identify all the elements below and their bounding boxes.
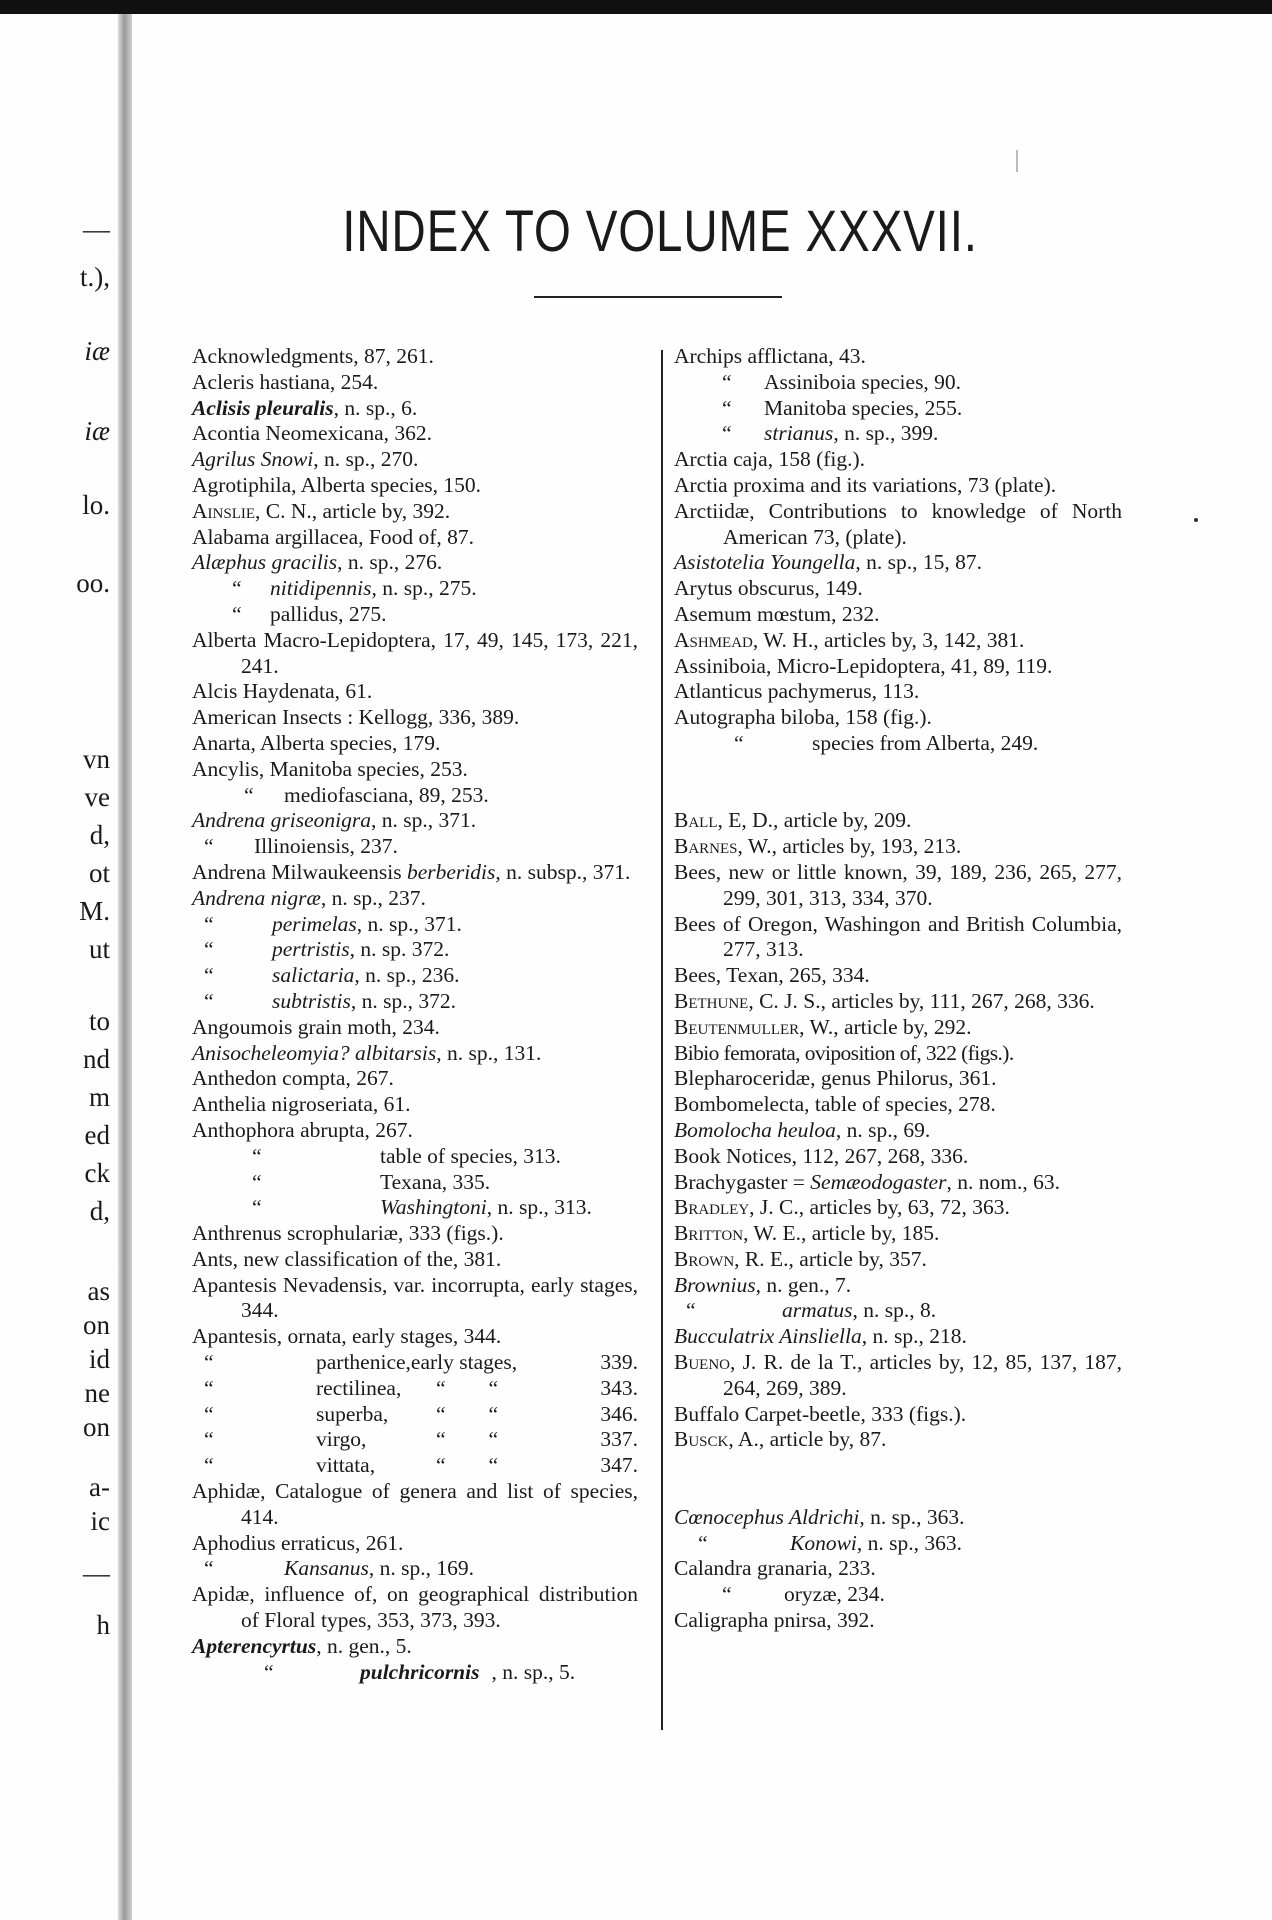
prev-page-fragment: lo. — [82, 490, 110, 520]
index-subentry: “ superba, “ “ 346. — [192, 1402, 638, 1428]
index-entry: Beutenmuller, W., article by, 292. — [674, 1014, 972, 1039]
scan-artifact — [1194, 518, 1198, 522]
index-entry: Bucculatrix Ainsliella, n. sp., 218. — [674, 1324, 967, 1349]
index-entry: Angoumois grain moth, 234. — [192, 1014, 440, 1039]
index-entry: Bees, Texan, 265, 334. — [674, 963, 870, 988]
ditto-mark: “ — [204, 1375, 214, 1400]
section-gap — [674, 1479, 1122, 1505]
index-entry: Bethune, C. J. S., articles by, 111, 267, 268, 336. — [674, 988, 1095, 1013]
index-entry: Alæphus gracilis, n. sp., 276. — [192, 550, 443, 575]
prev-page-fragment: t.), — [80, 262, 110, 292]
index-entry: Britton, W. E., article by, 185. — [674, 1221, 940, 1246]
index-entry: Asistotelia Youngella, n. sp., 15, 87. — [674, 550, 982, 575]
ditto-mark: “ — [722, 421, 732, 446]
ditto-mark: “ — [232, 576, 242, 601]
section-gap — [674, 783, 1122, 809]
index-subentry: “ salictaria, n. sp., 236. — [192, 963, 638, 989]
index-entry: Caligrapha pnirsa, 392. — [674, 1608, 875, 1633]
index-entry: Ants, new classification of the, 381. — [192, 1246, 502, 1271]
prev-page-fragment: ic — [90, 1506, 110, 1536]
index-subentry: “ Texana, 335. — [192, 1170, 638, 1196]
prev-page-fragment: ot — [88, 858, 110, 888]
index-entry: Assiniboia, Micro-Lepidoptera, 41, 89, 119. — [674, 653, 1053, 678]
index-entry: Brown, R. E., article by, 357. — [674, 1246, 927, 1271]
index-entry: Bees of Oregon, Washingon and British Columbia, 277, 313. — [674, 911, 1122, 962]
prev-page-fragment: nd — [83, 1044, 110, 1074]
index-column-left — [192, 344, 638, 1685]
index-entry: Anthedon compta, 267. — [192, 1066, 394, 1091]
ditto-mark: “ — [252, 1169, 262, 1194]
index-entry: Ancylis, Manitoba species, 253. — [192, 756, 468, 781]
ditto-mark: “ — [722, 1582, 732, 1607]
index-entry: Agrotiphila, Alberta species, 150. — [192, 472, 481, 497]
ditto-mark: “ — [204, 937, 214, 962]
title-divider-rule — [534, 296, 782, 298]
prev-page-fragment: ne — [84, 1378, 110, 1408]
index-column-right — [674, 344, 1122, 1634]
index-entry: Anarta, Alberta species, 179. — [192, 730, 441, 755]
index-entry: Autographa biloba, 158 (fig.). — [674, 705, 932, 730]
index-entry: Ainslie, C. N., article by, 392. — [192, 498, 451, 523]
index-entry: Buffalo Carpet-beetle, 333 (figs.). — [674, 1401, 967, 1426]
index-entry: Atlanticus pachymerus, 113. — [674, 679, 920, 704]
scan-artifact — [1016, 150, 1018, 172]
index-entry: Brownius, n. gen., 7. — [674, 1272, 852, 1297]
prev-page-fragment: id — [88, 1344, 110, 1374]
prev-page-fragment: on — [83, 1310, 110, 1340]
prev-page-fragment: M. — [79, 896, 110, 926]
index-subentry: “ armatus, n. sp., 8. — [674, 1298, 1122, 1324]
scan-top-border — [0, 0, 1272, 14]
ditto-mark: “ — [204, 834, 214, 859]
index-subentry: “ subtristis, n. sp., 372. — [192, 989, 638, 1015]
ditto-mark: “ — [204, 911, 214, 936]
ditto-mark: “ — [722, 395, 732, 420]
index-entry: Alcis Haydenata, 61. — [192, 679, 373, 704]
index-entry: Anthrenus scrophulariæ, 333 (figs.). — [192, 1221, 504, 1246]
index-entry: Bradley, J. C., articles by, 63, 72, 363. — [674, 1195, 1010, 1220]
prev-page-fragment: ut — [88, 934, 110, 964]
index-subentry: “ Manitoba species, 255. — [674, 396, 1122, 422]
index-entry: Apantesis Nevadensis, var. incorrupta, early stages, 344. — [192, 1272, 638, 1323]
index-entry: Alabama argillacea, Food of, 87. — [192, 524, 474, 549]
index-entry: Aphidæ, Catalogue of genera and list of species, 414. — [192, 1479, 638, 1529]
index-entry: Andrena nigræ, n. sp., 237. — [192, 885, 426, 910]
prev-page-fragment: h — [96, 1610, 110, 1640]
index-subentry: “ strianus, n. sp., 399. — [674, 421, 1122, 447]
index-entry: Apterencyrtus, n. gen., 5. — [192, 1633, 412, 1658]
ditto-mark: “ — [698, 1530, 708, 1555]
index-entry: Anthophora abrupta, 267. — [192, 1117, 413, 1142]
index-subentry: “ Illinoiensis, 237. — [192, 834, 638, 860]
book-binding-shadow — [118, 14, 132, 1920]
index-entry: Cœnocephus Aldrichi, n. sp., 363. — [674, 1504, 965, 1529]
index-entry: Ashmead, W. H., articles by, 3, 142, 381. — [674, 627, 1025, 652]
column-divider — [661, 350, 663, 1730]
prev-page-fragment: — — [83, 1558, 110, 1588]
index-entry: Barnes, W., articles by, 193, 213. — [674, 834, 962, 859]
prev-page-fragment: vn — [83, 744, 110, 774]
index-subentry: “ Washingtoni, n. sp., 313. — [192, 1195, 638, 1221]
index-entry: Ball, E, D., article by, 209. — [674, 808, 912, 833]
ditto-mark: “ — [204, 1350, 214, 1375]
index-entry: Anthelia nigroseriata, 61. — [192, 1092, 411, 1117]
prev-page-fragment: iæ — [84, 336, 110, 366]
index-subentry: “ pulchricornis , n. sp., 5. — [192, 1660, 638, 1686]
ditto-mark: “ — [252, 1143, 262, 1168]
prev-page-fragment: on — [83, 1412, 110, 1442]
index-subentry: “ rectilinea, “ “ 343. — [192, 1376, 638, 1402]
prev-page-fragment: as — [87, 1276, 110, 1306]
index-entry: Acleris hastiana, 254. — [192, 369, 379, 394]
index-entry: Bibio femorata, oviposition of, 322 (figs.). — [674, 1040, 1014, 1065]
prev-page-fragment: iæ — [84, 416, 110, 446]
section-gap — [674, 1453, 1122, 1479]
page-title: INDEX TO VOLUME XXXVII. — [342, 199, 978, 264]
index-subentry: “ Konowi, n. sp., 363. — [674, 1531, 1122, 1557]
index-entry: Apantesis, ornata, early stages, 344. — [192, 1324, 502, 1349]
index-entry: Busck, A., article by, 87. — [674, 1427, 887, 1452]
index-entry: Acknowledgments, 87, 261. — [192, 344, 434, 368]
index-subentry: “ table of species, 313. — [192, 1144, 638, 1170]
ditto-mark: “ — [204, 1453, 214, 1478]
ditto-mark: “ — [204, 1401, 214, 1426]
index-entry: Arctiidæ, Contributions to knowledge of North American 73, (plate). — [674, 498, 1122, 549]
prev-page-fragment: ed — [84, 1120, 110, 1150]
index-entry: Archips afflictana, 43. — [674, 344, 866, 368]
index-subentry: “ species from Alberta, 249. — [674, 731, 1122, 757]
prev-page-fragment: d, — [89, 1196, 110, 1226]
index-entry: Calandra granaria, 233. — [674, 1556, 876, 1581]
index-entry: Book Notices, 112, 267, 268, 336. — [674, 1143, 969, 1168]
index-entry: Blepharoceridæ, genus Philorus, 361. — [674, 1066, 997, 1091]
index-subentry: “ pallidus, 275. — [192, 602, 638, 628]
index-subentry: “ parthenice,early stages, 339. — [192, 1350, 638, 1376]
index-subentry: “ perimelas, n. sp., 371. — [192, 912, 638, 938]
ditto-mark: “ — [244, 782, 254, 807]
prev-page-fragment: d, — [89, 820, 110, 850]
index-subentry: “ pertristis, n. sp. 372. — [192, 937, 638, 963]
ditto-mark: “ — [204, 1427, 214, 1452]
ditto-mark: “ — [264, 1659, 274, 1684]
index-entry: Bombomelecta, table of species, 278. — [674, 1092, 996, 1117]
ditto-mark: “ — [204, 988, 214, 1013]
index-entry: Agrilus Snowi, n. sp., 270. — [192, 447, 419, 472]
index-entry: Anisocheleomyia? albitarsis, n. sp., 131. — [192, 1040, 542, 1065]
index-subentry: “ virgo, “ “ 337. — [192, 1427, 638, 1453]
index-entry: Acontia Neomexicana, 362. — [192, 421, 432, 446]
index-entry: Aphodius erraticus, 261. — [192, 1530, 404, 1555]
index-entry: Andrena griseonigra, n. sp., 371. — [192, 808, 477, 833]
index-entry: American Insects : Kellogg, 336, 389. — [192, 705, 520, 730]
prev-page-fragment: ve — [84, 782, 110, 812]
index-entry: Arytus obscurus, 149. — [674, 576, 863, 601]
ditto-mark: “ — [252, 1195, 262, 1220]
prev-page-fragment: ck — [84, 1158, 110, 1188]
prev-page-fragment: a- — [89, 1472, 110, 1502]
prev-page-fragment: — — [83, 214, 110, 244]
index-subentry: “ mediofasciana, 89, 253. — [192, 783, 638, 809]
index-entry: Bomolocha heuloa, n. sp., 69. — [674, 1117, 931, 1142]
ditto-mark: “ — [232, 601, 242, 626]
index-subentry: “ nitidipennis, n. sp., 275. — [192, 576, 638, 602]
ditto-mark: “ — [734, 730, 744, 755]
previous-page-fragments — [0, 0, 118, 1920]
index-entry: Asemum mœstum, 232. — [674, 601, 880, 626]
index-entry: Aclisis pleuralis, n. sp., 6. — [192, 395, 418, 420]
section-gap — [674, 757, 1122, 783]
index-subentry: “ vittata, “ “ 347. — [192, 1453, 638, 1479]
index-subentry: “ Assiniboia species, 90. — [674, 370, 1122, 396]
prev-page-fragment: oo. — [76, 568, 110, 598]
ditto-mark: “ — [204, 1556, 214, 1581]
index-subentry: “ Kansanus, n. sp., 169. — [192, 1556, 638, 1582]
ditto-mark: “ — [722, 369, 732, 394]
index-entry: Bueno, J. R. de la T., articles by, 12, 85, 137, 187, 264, 269, 389. — [674, 1350, 1122, 1400]
index-entry: Arctia caja, 158 (fig.). — [674, 447, 866, 472]
prev-page-fragment: m — [88, 1082, 110, 1112]
ditto-mark: “ — [686, 1298, 696, 1323]
index-entry: Alberta Macro-Lepidoptera, 17, 49, 145, 173, 221, 241. — [192, 627, 638, 678]
index-entry: Brachygaster = Semæodogaster, n. nom., 63. — [674, 1169, 1060, 1194]
index-entry: Andrena Milwaukeensis berberidis, n. subsp., 371. — [192, 859, 631, 884]
index-entry: Bees, new or little known, 39, 189, 236, 265, 277, 299, 301, 313, 334, 370. — [674, 859, 1122, 910]
index-entry: Arctia proxima and its variations, 73 (plate). — [674, 472, 1057, 497]
prev-page-fragment: to — [88, 1006, 110, 1036]
ditto-mark: “ — [204, 963, 214, 988]
index-subentry: “ oryzæ, 234. — [674, 1582, 1122, 1608]
index-entry: Apidæ, influence of, on geographical distribution of Floral types, 353, 373, 393. — [192, 1582, 638, 1633]
